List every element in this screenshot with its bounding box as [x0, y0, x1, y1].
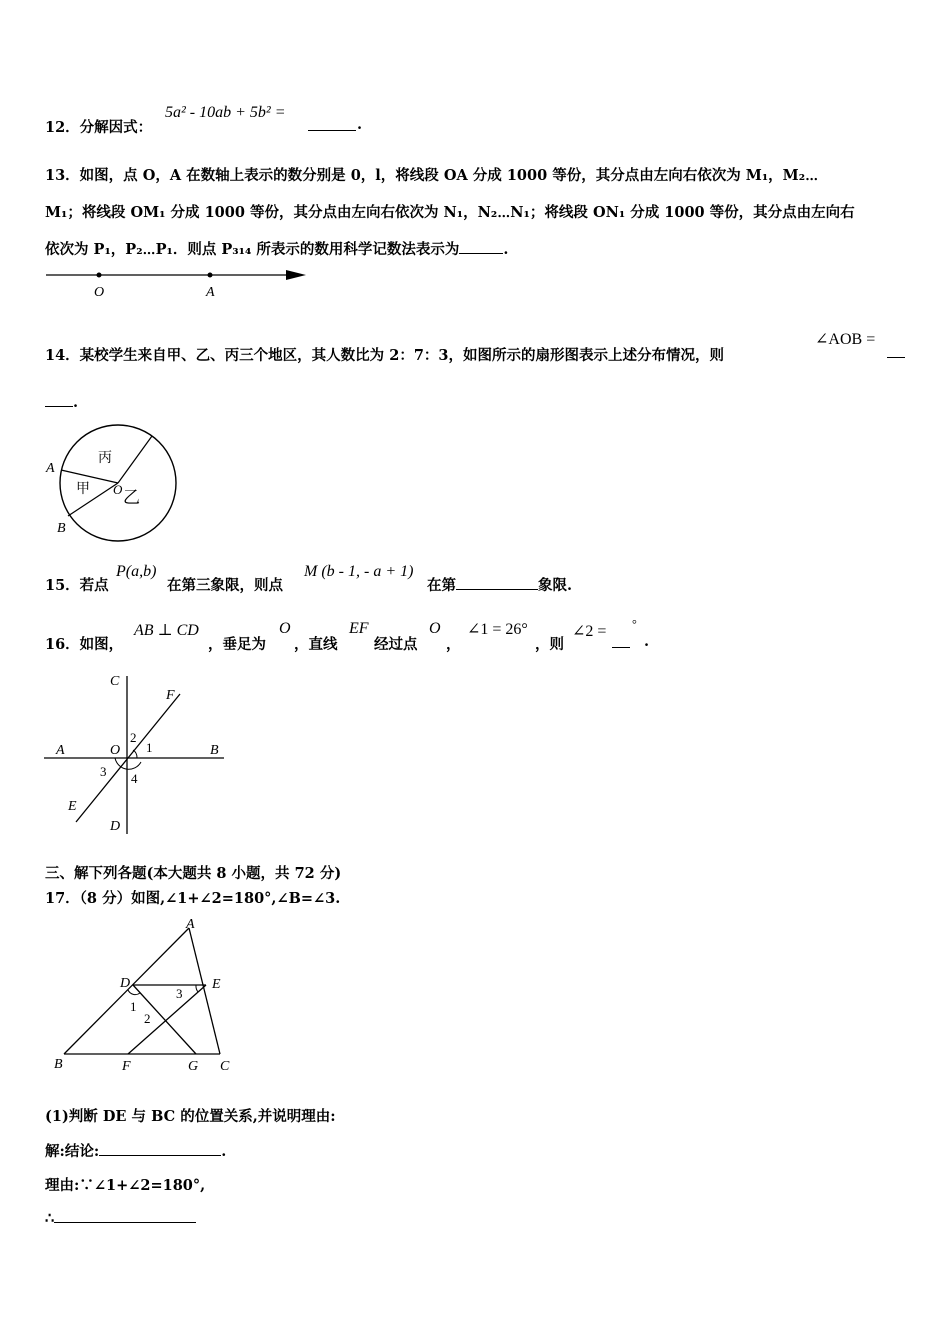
label-2: 2: [130, 730, 137, 745]
therefore-symbol: ∴: [45, 1210, 55, 1227]
q16-o2: O: [429, 620, 441, 637]
q16-blank[interactable]: [612, 633, 630, 652]
q14-blank-b-line: [45, 392, 78, 411]
q14-expression: ∠AOB =: [815, 331, 876, 348]
q17-therefore-line: [45, 1208, 196, 1227]
label-f: F: [166, 688, 175, 703]
q15-tail-2: 象限.: [538, 577, 573, 594]
q17-answer-blank[interactable]: [99, 1141, 221, 1156]
q12-expression: 5a² - 10ab + 5b² =: [165, 104, 286, 121]
q14-text: 14．某校学生来自甲、乙、丙三个地区，其人数比为 2：7：3，如图所示的扇形图表示上述分布情况，则: [45, 347, 724, 364]
q16-ab-perp-cd: AB ⊥ CD: [134, 622, 199, 639]
q16-degree: °: [632, 617, 637, 631]
q14-blank-b[interactable]: [45, 392, 73, 407]
q16-angle2: ∠2 =: [572, 623, 607, 640]
q16-t2: ，直线: [294, 636, 338, 653]
label-3: 3: [176, 986, 183, 1001]
side-ab: [64, 928, 189, 1054]
q16-t3: 经过点: [374, 636, 418, 653]
label-4: 4: [131, 771, 138, 786]
label-2: 2: [144, 1011, 151, 1026]
q15-blank[interactable]: [456, 575, 538, 590]
q17-answer-period: .: [221, 1143, 227, 1160]
section-3-title: 三、解下列各题(本大题共 8 小题，共 72 分): [45, 865, 342, 882]
segment-dg: [133, 985, 196, 1054]
label-e: E: [212, 977, 221, 992]
q17-part1: (1)判断 DE 与 BC 的位置关系,并说明理由:: [45, 1108, 336, 1125]
label-a: A: [206, 285, 215, 300]
label-3: 3: [100, 764, 107, 779]
label-1: 1: [146, 740, 153, 755]
label-b: B: [57, 521, 66, 536]
q17-answer-label: 解:结论:: [45, 1143, 100, 1160]
label-g: G: [188, 1059, 199, 1074]
q16-label: 16．如图，: [45, 636, 124, 653]
q13-line-2: M₁；将线段 OM₁ 分成 1000 等份，其分点由左向右依次为 N₁，N₂⋯N₁；将线段 ON₁ 分成 1000 等份，其分点由左向右: [45, 204, 855, 221]
q17-therefore-blank[interactable]: [54, 1208, 196, 1223]
q17-answer-line: [45, 1140, 226, 1161]
point-o: [97, 273, 102, 278]
q17-stem: 17．（8 分）如图,∠1+∠2=180°,∠B=∠3.: [45, 890, 341, 907]
label-b: B: [54, 1057, 63, 1072]
label-d: D: [120, 976, 131, 991]
q15-mid: 在第三象限，则点: [167, 577, 283, 594]
q12-label: 12．分解因式：: [45, 119, 153, 136]
q13-period: .: [503, 241, 509, 258]
q17-reason: 理由:∵∠1+∠2=180°,: [45, 1177, 206, 1194]
q16-t5: ，则: [535, 636, 564, 653]
q15-label: 15．若点: [45, 577, 109, 594]
label-jia: 甲: [76, 482, 90, 497]
q16-ef: EF: [349, 620, 369, 637]
label-yi: 乙: [123, 488, 140, 507]
perpendicular-lines-figure: [42, 670, 232, 840]
label-e: E: [68, 799, 77, 814]
segment-fe: [128, 985, 206, 1054]
number-line-figure: [42, 264, 312, 302]
point-a: [208, 273, 213, 278]
q15-tail-1: 在第: [427, 577, 456, 594]
label-o: O: [94, 285, 105, 300]
q13-line-1: 13．如图，点 O，A 在数轴上表示的数分别是 0，l，将线段 OA 分成 1000 等份，其分点由左向右依次为 M₁，M₂⋯: [45, 167, 819, 184]
q16-t4: ，: [446, 636, 461, 653]
label-f: F: [122, 1059, 131, 1074]
label-o: O: [110, 743, 121, 758]
arrow-head-icon: [286, 270, 306, 280]
q12-period: .: [357, 116, 363, 133]
label-d: D: [110, 819, 121, 834]
label-a: A: [186, 917, 195, 932]
radius-oc: [118, 436, 152, 483]
pie-chart-figure: [40, 418, 185, 543]
q13-line-3: [45, 238, 508, 259]
label-c: C: [220, 1059, 230, 1074]
label-a: A: [46, 461, 55, 476]
q16-t1: ，垂足为: [208, 636, 266, 653]
q15-point-m: M (b - 1, - a + 1): [304, 563, 414, 580]
q15-point-p: P(a,b): [116, 563, 157, 580]
q16-o1: O: [279, 620, 291, 637]
label-o: O: [113, 482, 123, 497]
q15-tail: [427, 574, 572, 595]
label-1: 1: [130, 999, 137, 1014]
q14-period: .: [73, 394, 79, 411]
triangle-figure: [48, 914, 243, 1078]
q16-period: .: [644, 633, 650, 650]
q12-blank[interactable]: [308, 116, 356, 135]
label-a: A: [56, 743, 65, 758]
label-b: B: [210, 743, 219, 758]
label-c: C: [110, 674, 120, 689]
label-bing: 丙: [98, 451, 112, 466]
q12: [45, 116, 152, 137]
angle-arc-3: [196, 985, 198, 992]
angle-arc-3-4: [115, 758, 141, 769]
q14-blank-a[interactable]: [887, 343, 905, 362]
q16-angle1: ∠1 = 26°: [467, 621, 528, 638]
q13-line-3-text: 依次为 P₁，P₂⋯P₁．则点 P₃₁₄ 所表示的数用科学记数法表示为: [45, 241, 460, 258]
q13-blank[interactable]: [459, 239, 503, 254]
